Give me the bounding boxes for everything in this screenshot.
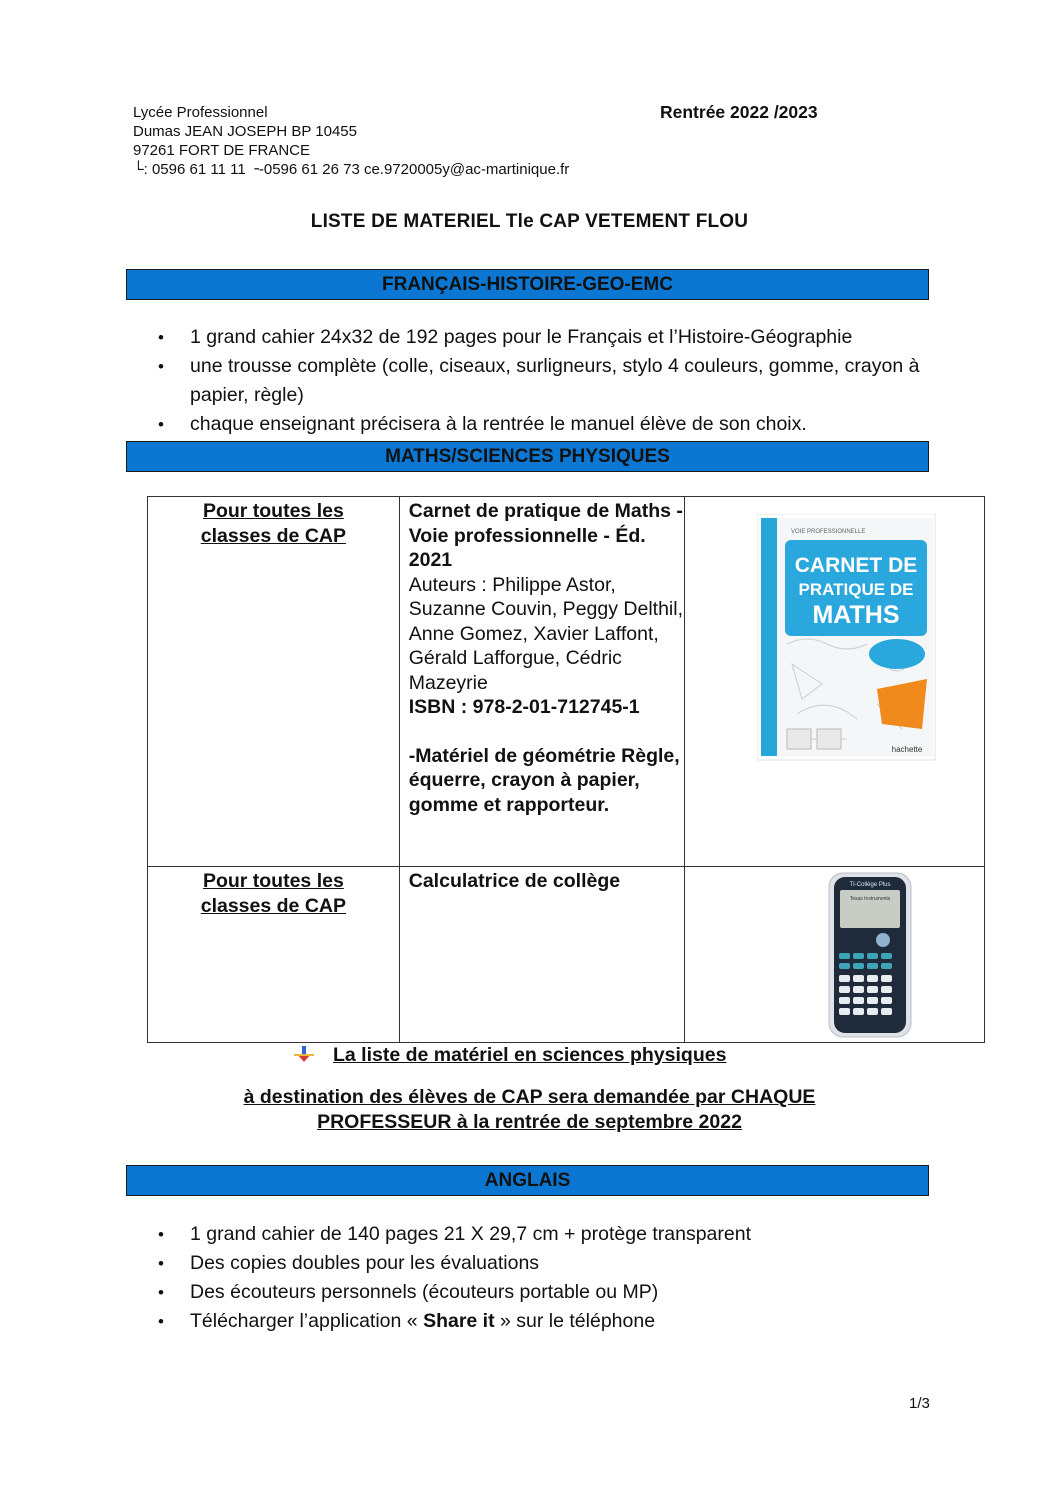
share-it-text-pre: Télécharger l’application « bbox=[190, 1310, 424, 1332]
section-heading-anglais: ANGLAIS bbox=[126, 1165, 929, 1196]
francais-list bbox=[0, 323, 930, 439]
book-isbn: ISBN : 978-2-01-712745-1 bbox=[408, 696, 640, 718]
calculator-brand: TI-Collège Plus bbox=[849, 882, 891, 888]
table-row bbox=[148, 867, 985, 1043]
arrow-bullet-icon bbox=[294, 1046, 314, 1064]
audience-line-2: classes de CAP bbox=[200, 894, 346, 917]
cover-small-label: VOIE PROFESSIONNELLE bbox=[791, 529, 866, 535]
school-contact: └: 0596 61 11 11 ╶-0596 61 26 73 ce.9720005y@ac-martinique.fr bbox=[133, 161, 570, 178]
calculator-image-cell bbox=[685, 867, 985, 1043]
maths-material-table bbox=[147, 496, 985, 1043]
cover-title-2: PRATIQUE DE bbox=[798, 580, 914, 599]
book-image-cell bbox=[685, 497, 985, 867]
list-item: • chaque enseignant précisera à la rentrée le manuel élève de son choix. bbox=[0, 410, 930, 439]
calculator-image bbox=[827, 871, 913, 1039]
anglais-list bbox=[0, 1220, 930, 1336]
audience-line-2: classes de CAP bbox=[200, 524, 346, 547]
list-item: • Des écouteurs personnels (écouteurs portable ou MP) bbox=[0, 1278, 930, 1307]
book-cover-image bbox=[757, 514, 937, 762]
calculator-label: Calculatrice de collège bbox=[408, 870, 621, 892]
cover-title-3: MATHS bbox=[812, 601, 900, 629]
share-it-text-post: » sur le téléphone bbox=[494, 1310, 656, 1332]
school-year: Rentrée 2022 /2023 bbox=[660, 102, 818, 122]
cover-publisher: hachette bbox=[892, 745, 923, 754]
list-item: • 1 grand cahier de 140 pages 21 X 29,7 cm + protège transparent bbox=[0, 1220, 930, 1249]
school-address bbox=[133, 103, 569, 179]
audience-line-1: Pour toutes les bbox=[202, 500, 344, 522]
list-item: • une trousse complète (colle, ciseaux, surligneurs, stylo 4 couleurs, gomme, crayon à papier, règle) bbox=[0, 352, 930, 410]
audience-cell bbox=[148, 497, 400, 867]
table-row bbox=[148, 497, 985, 867]
book-title: Carnet de pratique de Maths - Voie professionnelle - Éd. 2021 bbox=[408, 500, 683, 571]
list-item bbox=[0, 1307, 930, 1336]
section-heading-francais: FRANÇAIS-HISTOIRE-GEO-EMC bbox=[126, 269, 929, 300]
school-city: 97261 FORT DE FRANCE bbox=[133, 142, 311, 159]
list-item: • Des copies doubles pour les évaluations bbox=[0, 1249, 930, 1278]
physics-note-line-1: La liste de matériel en sciences physiques bbox=[333, 1044, 727, 1066]
book-details-cell bbox=[399, 497, 685, 867]
school-name: Lycée Professionnel bbox=[133, 104, 268, 121]
cover-title-1: CARNET DE bbox=[795, 554, 918, 577]
geometry-material: -Matériel de géométrie Règle, équerre, crayon à papier, gomme et rapporteur. bbox=[408, 744, 680, 816]
audience-cell bbox=[148, 867, 400, 1043]
page-title: LISTE DE MATERIEL Tle CAP VETEMENT FLOU bbox=[310, 211, 749, 232]
list-item: • 1 grand cahier 24x32 de 192 pages pour le Français et l’Histoire-Géographie bbox=[0, 323, 930, 352]
physics-note-line-2: à destination des élèves de CAP sera demandée par CHAQUE bbox=[243, 1086, 816, 1108]
physics-note-line-3: PROFESSEUR à la rentrée de septembre 2022 bbox=[317, 1111, 742, 1133]
section-heading-maths: MATHS/SCIENCES PHYSIQUES bbox=[126, 441, 929, 472]
page-number: 1/3 bbox=[909, 1395, 930, 1412]
school-street: Dumas JEAN JOSEPH BP 10455 bbox=[133, 123, 357, 140]
share-it-app-name: Share it bbox=[423, 1310, 495, 1332]
audience-line-1: Pour toutes les bbox=[202, 870, 344, 892]
calculator-details-cell bbox=[399, 867, 685, 1043]
book-authors: Auteurs : Philippe Astor, Suzanne Couvin, Peggy Delthil, Anne Gomez, Xavier Laffont, Gérald Lafforgue, Cédric Mazeyrie bbox=[408, 573, 683, 694]
calculator-maker: Texas Instruments bbox=[850, 896, 891, 902]
